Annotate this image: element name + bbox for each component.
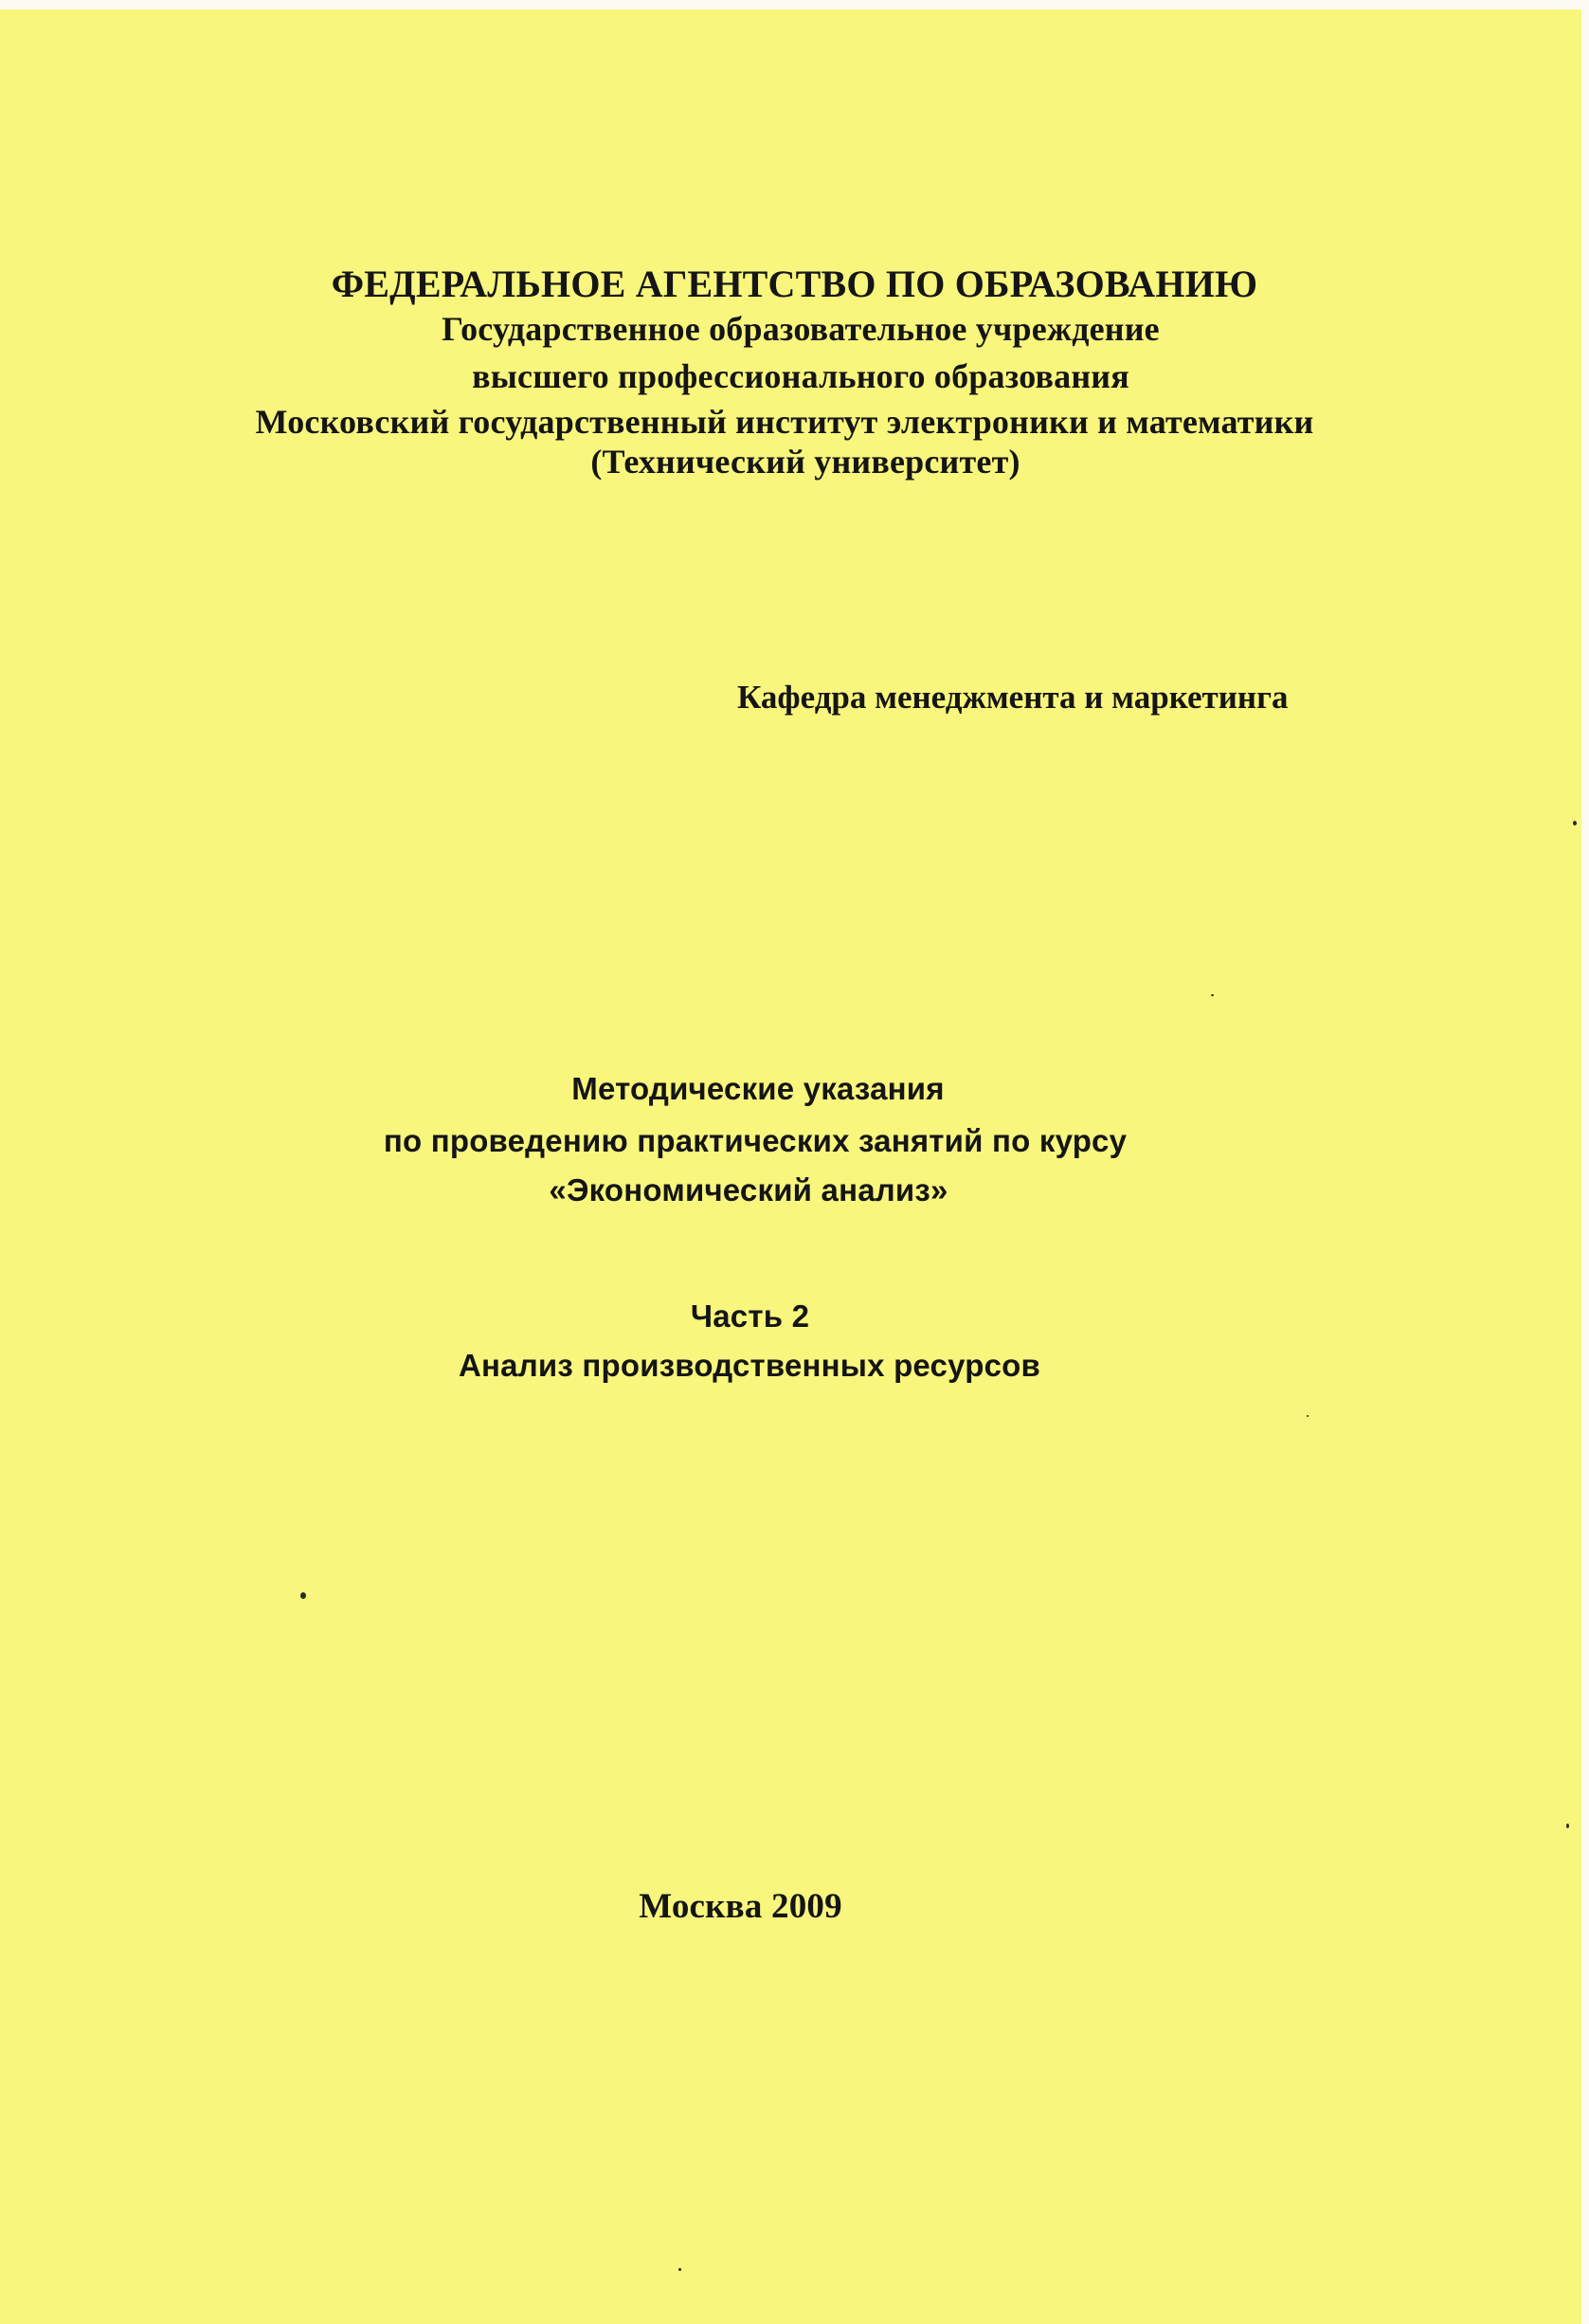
city-year: Москва 2009 [639,1887,842,1926]
part-title: Анализ производственных ресурсов [459,1348,1040,1383]
institution-line-4: (Технический университет) [590,443,1020,481]
institution-line-3: Московский государственный институт электроники и математики [255,403,1314,441]
agency-heading: ФЕДЕРАЛЬНОЕ АГЕНТСТВО ПО ОБРАЗОВАНИЮ [331,263,1258,305]
scan-speck-3 [1566,1824,1569,1828]
institution-line-1: Государственное образовательное учреждение [442,310,1160,348]
scan-top-edge [0,0,1589,9]
part-label: Часть 2 [690,1298,810,1334]
document-title-line-3: «Экономический анализ» [549,1172,948,1207]
institution-line-2: высшего профессионального образования [472,357,1129,395]
scan-speck-1 [300,1592,306,1599]
scan-speck-2 [1573,821,1577,826]
document-title-line-1: Методические указания [571,1071,945,1106]
scan-speck-6 [1307,1415,1309,1417]
scan-speck-4 [1211,994,1214,996]
department-name: Кафедра менеджмента и маркетинга [737,679,1289,716]
document-title-line-2: по проведению практических занятий по курсу [383,1123,1128,1158]
scan-speck-5 [678,2268,681,2271]
